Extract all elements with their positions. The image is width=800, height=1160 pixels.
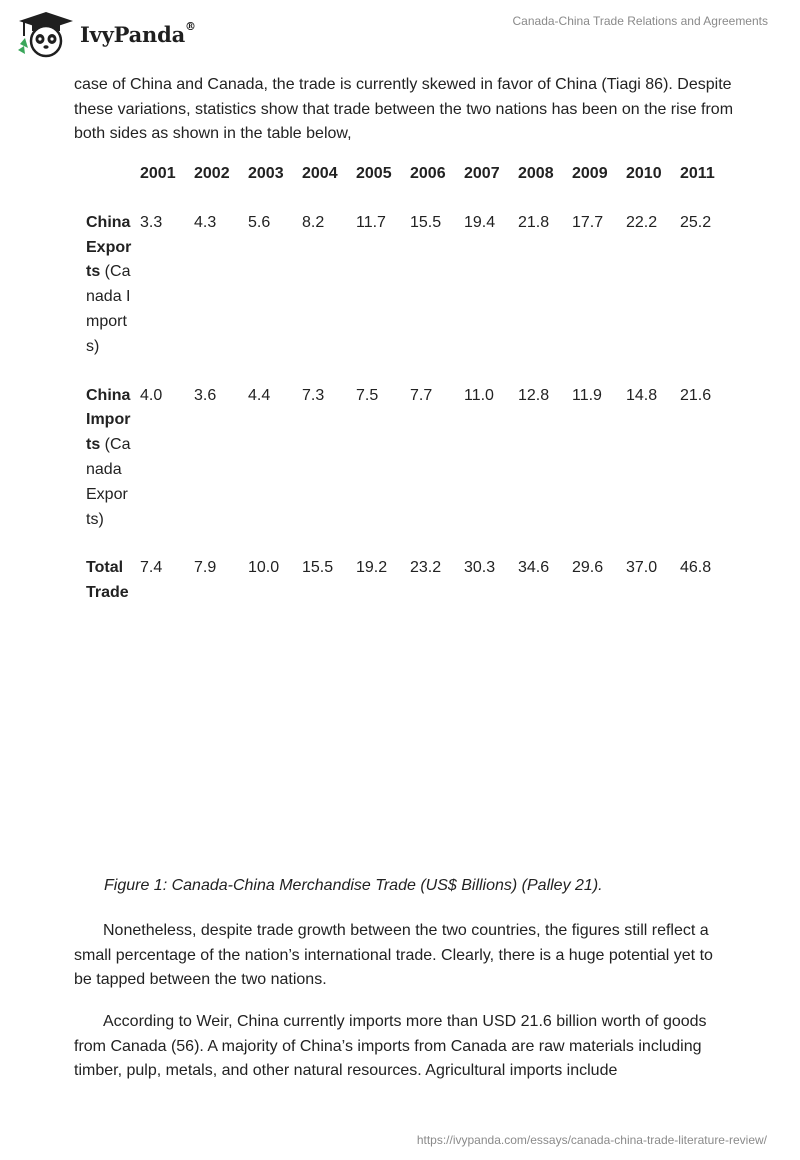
table-row-china-exports [82, 203, 734, 376]
table-corner-cell [82, 160, 140, 203]
year-header: 2011 [680, 165, 715, 182]
year-header: 2003 [248, 165, 284, 182]
brand-name: IvyPanda® [80, 20, 196, 47]
table-cell: 29.6 [572, 559, 604, 577]
table-cell: 7.7 [410, 386, 433, 404]
year-header: 2005 [356, 165, 392, 182]
table-cell: 19.2 [356, 559, 388, 577]
table-cell: 5.6 [248, 213, 271, 231]
table-cell: 4.0 [140, 386, 163, 404]
row-label: China Exports (Canada Imports) [86, 213, 132, 355]
table-cell: 12.8 [518, 386, 550, 404]
table-cell: 11.9 [572, 386, 602, 404]
table-cell: 21.6 [680, 386, 712, 404]
table-header-row [82, 160, 734, 203]
table-cell: 11.0 [464, 386, 494, 404]
table-cell: 34.6 [518, 559, 550, 577]
year-header: 2006 [410, 165, 446, 182]
year-header: 2008 [518, 165, 554, 182]
table-cell: 22.2 [626, 213, 658, 231]
year-header: 2002 [194, 165, 230, 182]
year-header: 2009 [572, 165, 608, 182]
table-cell: 23.2 [410, 559, 442, 577]
table-cell: 4.4 [248, 386, 271, 404]
table-cell: 21.8 [518, 213, 550, 231]
table-cell: 7.3 [302, 386, 325, 404]
source-url-link[interactable]: https://ivypanda.com/essays/canada-china-trade-literature-review/ [416, 1133, 767, 1147]
table-cell: 3.6 [194, 386, 217, 404]
table-cell: 4.3 [194, 213, 217, 231]
ivypanda-logo[interactable] [16, 10, 216, 58]
year-header: 2001 [140, 165, 176, 182]
table-cell: 8.2 [302, 213, 325, 231]
table-cell: 7.9 [194, 559, 217, 577]
table-cell: 46.8 [680, 559, 712, 577]
table-cell: 10.0 [248, 559, 280, 577]
year-header: 2007 [464, 165, 500, 182]
table-cell: 3.3 [140, 213, 163, 231]
intro-paragraph: case of China and Canada, the trade is currently skewed in favor of China (Tiagi 86). Despite these variations, statistics show that trade between the two nations has been on the rise from both sides as shown in the table below, [74, 76, 734, 143]
table-cell: 15.5 [302, 559, 334, 577]
table-row-china-imports [82, 376, 734, 549]
figure-caption: Figure 1: Canada-China Merchandise Trade (US$ Billions) (Palley 21). [104, 877, 603, 894]
table-cell: 11.7 [356, 213, 386, 231]
table-cell: 7.5 [356, 386, 379, 404]
row-label: China Imports (Canada Exports) [86, 386, 131, 528]
table-cell: 19.4 [464, 213, 496, 231]
table-cell: 25.2 [680, 213, 712, 231]
page-header [0, 0, 800, 70]
trade-table [82, 160, 734, 622]
document-title: Canada-China Trade Relations and Agreements [512, 14, 768, 28]
table-cell: 30.3 [464, 559, 496, 577]
body-paragraph: Nonetheless, despite trade growth between the two countries, the figures still reflect a small percentage of the nation’s international trade. Clearly, there is a huge potential yet to be tapped between the two nations. [74, 922, 713, 989]
table-row-total-trade [82, 548, 734, 622]
table-cell: 7.4 [140, 559, 163, 577]
panda-graduation-cap-icon [16, 10, 76, 58]
row-label: Total Trade [86, 559, 129, 602]
table-cell: 15.5 [410, 213, 442, 231]
table-cell: 17.7 [572, 213, 604, 231]
body-paragraph: According to Weir, China currently imports more than USD 21.6 billion worth of goods from Canada (56). A majority of China’s imports from Canada are raw materials including timber, pulp, metals, and other natural resources. Agricultural imports include [74, 1013, 707, 1080]
table-cell: 14.8 [626, 386, 658, 404]
table-cell: 37.0 [626, 559, 658, 577]
year-header: 2010 [626, 165, 662, 182]
year-header: 2004 [302, 165, 338, 182]
